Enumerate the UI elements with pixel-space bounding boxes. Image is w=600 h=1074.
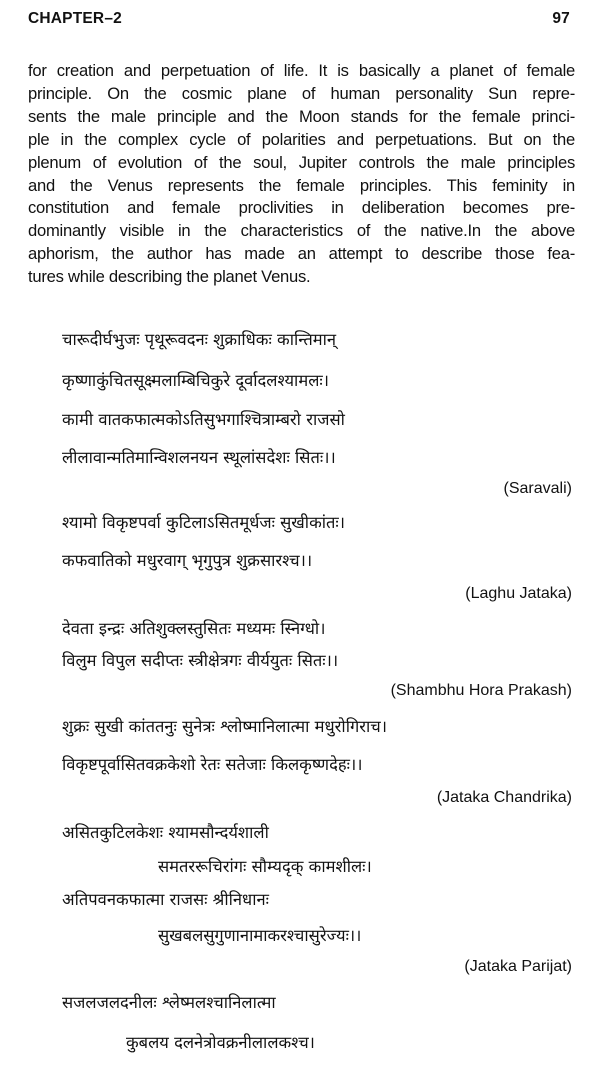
sanskrit-verse-line: कुबलय दलनेत्रोवक्रनीलालकश्च। bbox=[126, 1033, 315, 1052]
paragraph-line: sents the male principle and the Moon stands for the female princi- bbox=[28, 106, 575, 126]
sanskrit-verse-line: शुक्रः सुखी कांततनुः सुनेत्रः श्लोष्मानिलात्मा मधुरोगिराच। bbox=[62, 717, 388, 736]
sanskrit-verse-line: सजलजलदनीलः श्लेष्मलश्चानिलात्मा bbox=[62, 993, 276, 1012]
body-paragraph bbox=[28, 60, 575, 289]
paragraph-line: tures while describing the planet Venus. bbox=[28, 267, 311, 287]
verse-source: (Jataka Parijat) bbox=[464, 958, 572, 975]
chapter-heading: CHAPTER–2 bbox=[28, 10, 122, 27]
verse-source: (Laghu Jataka) bbox=[465, 585, 572, 602]
verse-source: (Saravali) bbox=[503, 480, 572, 497]
sanskrit-verse-line: असितकुटिलकेशः श्यामसौन्दर्यशाली bbox=[62, 823, 269, 842]
sanskrit-verse-line: विलुम विपुल सदीप्तः स्त्रीक्षेत्रगः वीर्ययुतः सितः।। bbox=[62, 651, 339, 670]
sanskrit-verse-line: चारूदीर्घभुजः पृथूरूवदनः शुक्राधिकः कान्तिमान् bbox=[62, 330, 337, 349]
paragraph-line: and the Venus represents the female principles. This feminity in bbox=[28, 175, 575, 195]
paragraph-line: principle. On the cosmic plane of human personality Sun repre- bbox=[28, 83, 575, 103]
paragraph-line: for creation and perpetuation of life. It is basically a planet of female bbox=[28, 61, 575, 80]
paragraph-line: plenum of evolution of the soul, Jupiter controls the male principles bbox=[28, 152, 575, 172]
verse-source: (Shambhu Hora Prakash) bbox=[390, 682, 572, 699]
sanskrit-verse-line: सुखबलसुगुणानामाकरश्चासुरेज्यः।। bbox=[158, 926, 362, 945]
paragraph-line: constitution and female proclivities in deliberation becomes pre- bbox=[28, 198, 575, 218]
sanskrit-verse-line: देवता इन्द्रः अतिशुक्लस्तुसितः मध्यमः स्निग्धो। bbox=[62, 619, 326, 638]
paragraph-line: dominantly visible in the characteristics of the native.In the above bbox=[28, 221, 575, 241]
sanskrit-verse-line: विकृष्टपूर्वासितवक्रकेशो रेतः सतेजाः किलकृष्णदेहः।। bbox=[62, 755, 363, 774]
paragraph-line: ple in the complex cycle of polarities and perpetuations. But on the bbox=[28, 129, 575, 149]
sanskrit-verse-line: लीलावान्मतिमान्विशलनयन स्थूलांसदेशः सितः।। bbox=[62, 448, 336, 467]
page-header bbox=[28, 10, 570, 28]
paragraph-line: aphorism, the author has made an attempt to describe those fea- bbox=[28, 244, 575, 264]
sanskrit-verse-line: कृष्णाकुंचितसूक्ष्मलाम्बिचिकुरे दूर्वादलश्यामलः। bbox=[62, 371, 329, 390]
verse-source: (Jataka Chandrika) bbox=[436, 789, 572, 806]
sanskrit-verse-line: कामी वातकफात्मकोऽतिसुभगाश्चित्राम्बरो राजसो bbox=[62, 410, 345, 429]
sanskrit-verse-line: समतररूचिरांगः सौम्यदृक् कामशीलः। bbox=[158, 857, 372, 876]
sanskrit-verse-line: श्यामो विकृष्टपर्वा कुटिलाऽसितमूर्धजः सुखीकांतः। bbox=[62, 513, 346, 532]
page-number: 97 bbox=[552, 10, 570, 27]
sanskrit-verse-line: कफवातिको मधुरवाग् भृगुपुत्र शुक्रसारश्च।। bbox=[62, 551, 313, 570]
sanskrit-verse-line: अतिपवनकफात्मा राजसः श्रीनिधानः bbox=[62, 890, 269, 909]
